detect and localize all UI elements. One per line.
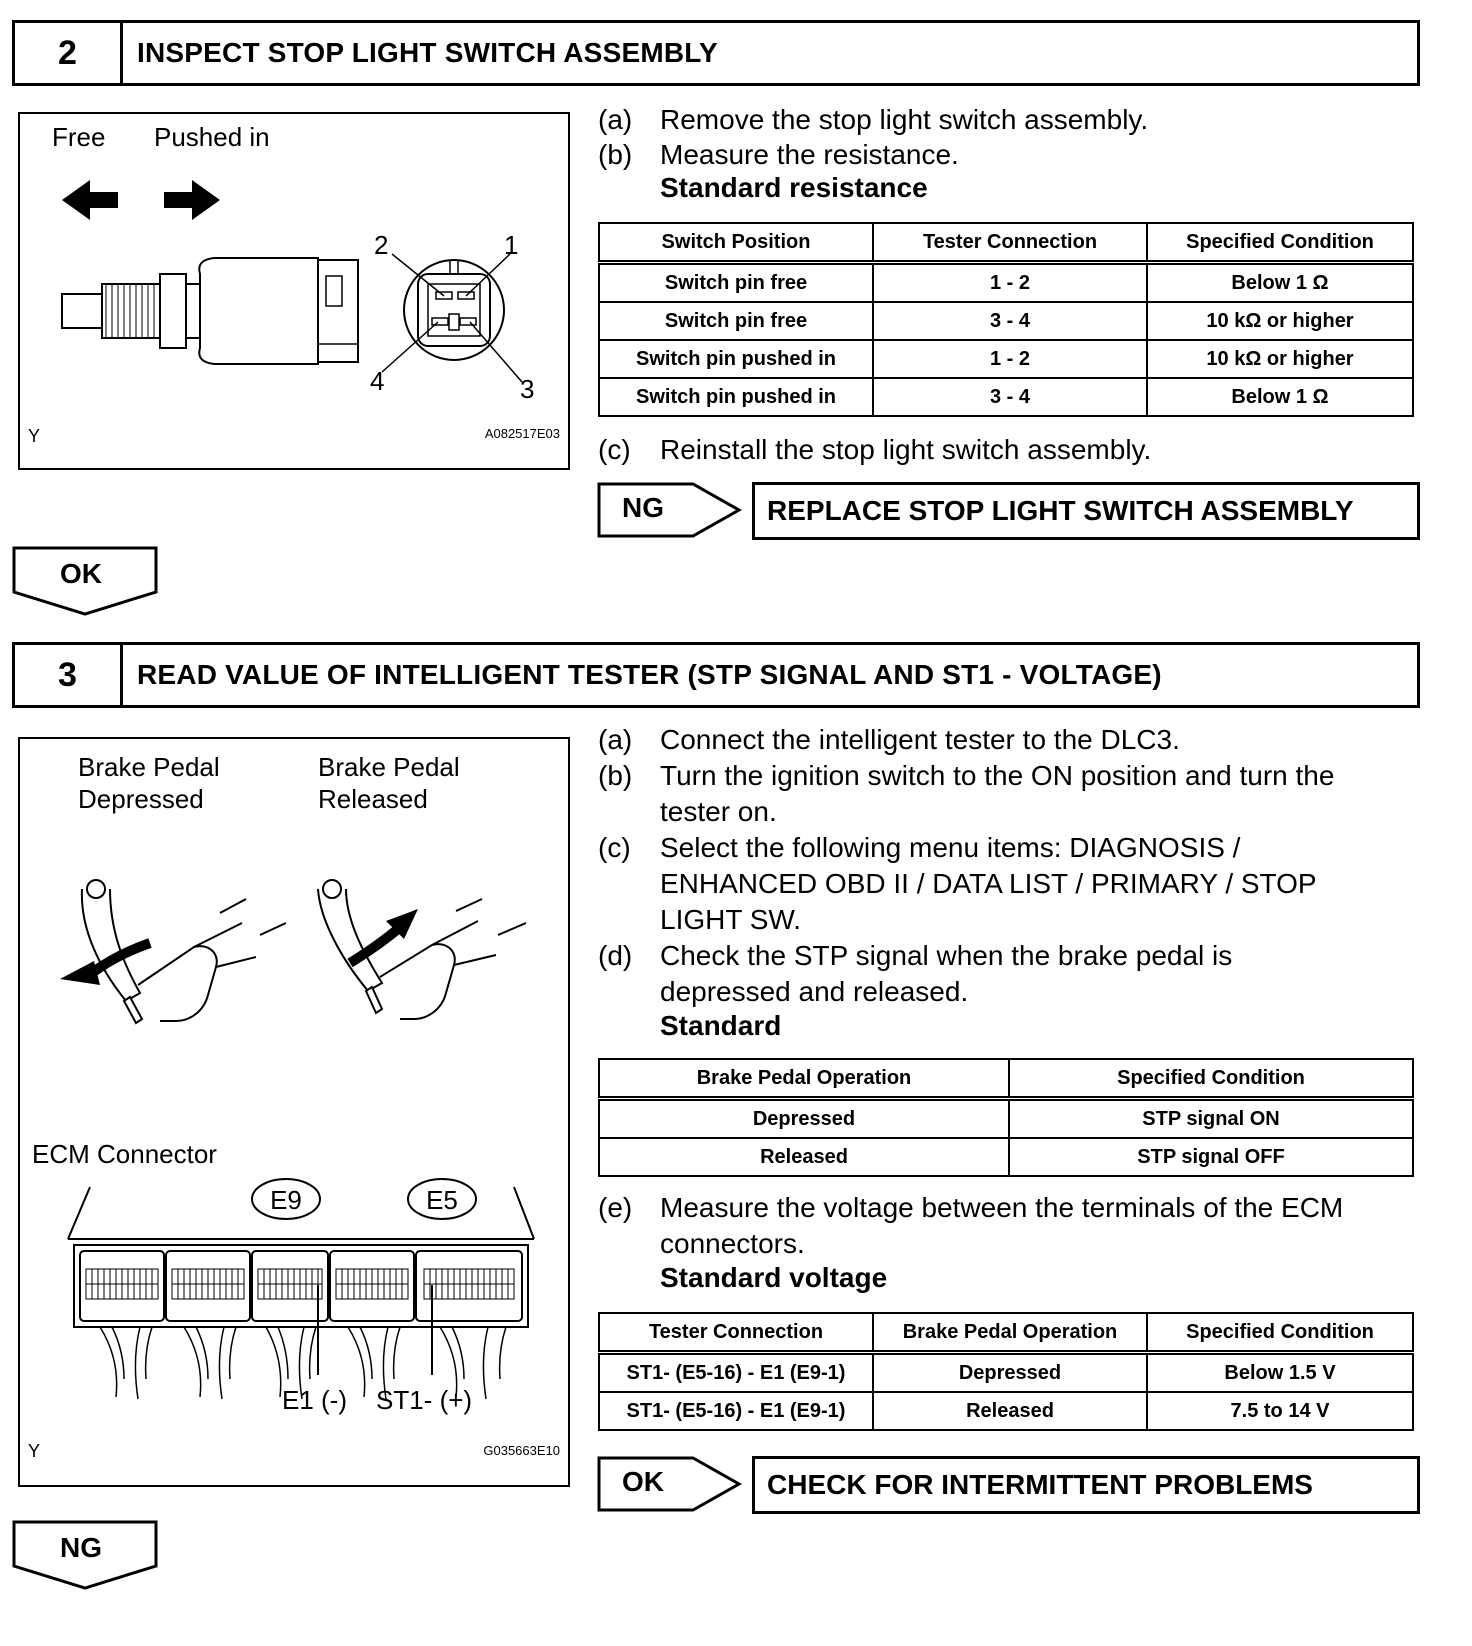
pin-label-1: 1 [504, 230, 519, 260]
brake-pedal-released [318, 880, 526, 1019]
arrow-depress-icon [92, 943, 150, 973]
table-row: Switch pin pushed in 3 - 4 Below 1 Ω [599, 378, 1413, 416]
pin-label-2: 2 [374, 230, 389, 260]
switch-body [199, 258, 318, 364]
subheading-standard: Standard [660, 1010, 782, 1041]
step-number: 2 [15, 23, 123, 83]
table-header: Specified Condition [1147, 1313, 1413, 1353]
label-released: Brake Pedal Released [318, 752, 460, 814]
connector-e9-label: E9 [270, 1185, 302, 1215]
step-title: READ VALUE OF INTELLIGENT TESTER (STP SIGNAL AND ST1 - VOLTAGE) [137, 659, 1162, 690]
connector-e5-label: E5 [426, 1185, 458, 1215]
arrow-release-icon [350, 929, 398, 963]
stp-signal-table [598, 1058, 1414, 1177]
terminal-e1-label: E1 (-) [282, 1385, 347, 1415]
table-header: Specified Condition [1147, 223, 1413, 263]
table-row: ST1- (E5-16) - E1 (E9-1) Released 7.5 to 14 V [599, 1392, 1413, 1430]
table-header: Tester Connection [599, 1313, 873, 1353]
stop-light-switch-diagram [20, 114, 572, 472]
ok-label: OK [60, 558, 102, 589]
step-3-header [12, 642, 1420, 708]
table-row: Released STP signal OFF [599, 1138, 1413, 1176]
brake-pedal-ecm-diagram [20, 739, 572, 1489]
pin-label-4: 4 [370, 366, 385, 396]
ok-result-box: CHECK FOR INTERMITTENT PROBLEMS [752, 1456, 1420, 1514]
label-depressed: Brake Pedal Depressed [78, 752, 220, 814]
table-row: Switch pin pushed in 1 - 2 10 kΩ or higher [599, 340, 1413, 378]
figure-code: G035663E10 [483, 1443, 560, 1458]
resistance-table [598, 222, 1414, 417]
brake-ecm-figure [18, 737, 570, 1487]
table-row: Switch pin free 1 - 2 Below 1 Ω [599, 263, 1413, 303]
table-header: Specified Condition [1009, 1059, 1413, 1099]
step-2-header [12, 20, 1420, 86]
table-row: Switch pin free 3 - 4 10 kΩ or higher [599, 302, 1413, 340]
table-header: Brake Pedal Operation [599, 1059, 1009, 1099]
ok-arrow-tag [597, 1456, 743, 1512]
subheading-standard-voltage: Standard voltage [660, 1262, 888, 1293]
plunger [62, 294, 102, 328]
ok-label: OK [622, 1466, 664, 1497]
threaded-shaft [102, 284, 160, 338]
switch-figure [18, 112, 570, 470]
table-header: Brake Pedal Operation [873, 1313, 1147, 1353]
terminal-st1-label: ST1- (+) [376, 1385, 473, 1415]
label-pushed-in: Pushed in [154, 122, 270, 152]
table-row: Depressed STP signal ON [599, 1099, 1413, 1139]
arrow-right-icon [164, 180, 220, 220]
ecm-connector-label: ECM Connector [32, 1139, 217, 1169]
table-row: ST1- (E5-16) - E1 (E9-1) Depressed Below 1.5 V [599, 1353, 1413, 1393]
figure-code: A082517E03 [484, 426, 560, 441]
table-header: Tester Connection [873, 223, 1147, 263]
ng-label: NG [60, 1532, 102, 1563]
step-title: INSPECT STOP LIGHT SWITCH ASSEMBLY [137, 37, 718, 68]
ng-label: NG [622, 492, 664, 523]
corner-marker: Y [28, 426, 41, 446]
table-header: Switch Position [599, 223, 873, 263]
ng-arrow-tag [597, 482, 743, 538]
arrow-left-icon [62, 180, 118, 220]
ng-result-box: REPLACE STOP LIGHT SWITCH ASSEMBLY [752, 482, 1420, 540]
voltage-table [598, 1312, 1414, 1431]
step-number: 3 [15, 645, 123, 705]
label-free: Free [52, 122, 106, 152]
lock-nut [160, 274, 186, 348]
subheading-standard-resistance: Standard resistance [660, 172, 928, 203]
corner-marker: Y [28, 1441, 41, 1461]
brake-pedal-depressed [82, 880, 286, 1023]
pin-label-3: 3 [520, 374, 535, 404]
